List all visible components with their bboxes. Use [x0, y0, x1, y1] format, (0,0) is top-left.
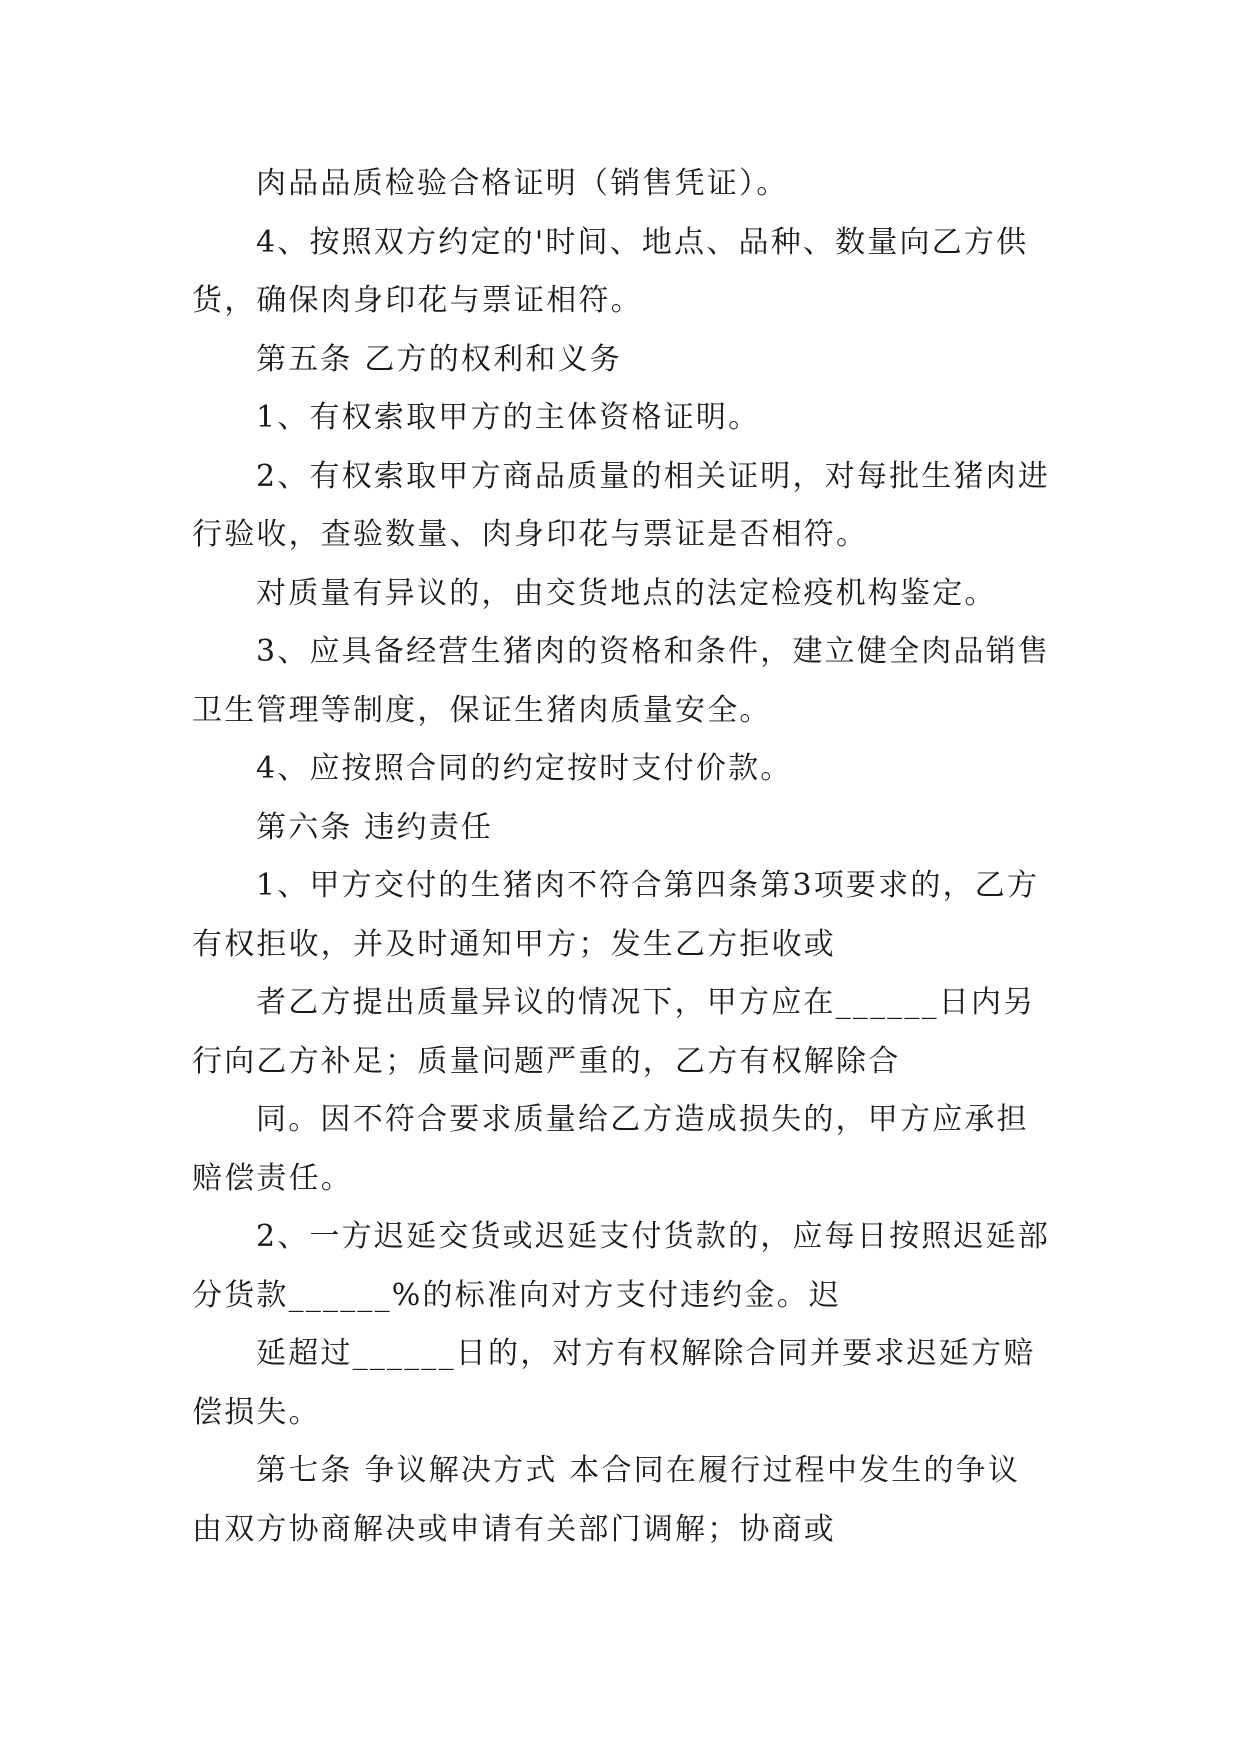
paragraph-breach-2a: 2、一方迟延交货或迟延支付货款的，应每日按照迟延部分货款______%的标准向对方支付违约金。迟 [192, 1219, 1051, 1313]
paragraph-breach-1c: 同。因不符合要求质量给乙方造成损失的，甲方应承担赔偿责任。 [192, 1102, 1029, 1196]
paragraph-breach-2b: 延超过______日的，对方有权解除合同并要求迟延方赔偿损失。 [192, 1336, 1036, 1430]
paragraph-party-b-obligation-3: 3、应具备经营生猪肉的资格和条件，建立健全肉品销售卫生管理等制度，保证生猪肉质量安全。 [192, 634, 1051, 728]
paragraph-party-a-obligation-4: 4、按照双方约定的'时间、地点、品种、数量向乙方供货，确保肉身印花与票证相符。 [192, 224, 1029, 318]
paragraph-party-b-right-2: 2、有权索取甲方商品质量的相关证明，对每批生猪肉进行验收，查验数量、肉身印花与票证是否相符。 [192, 458, 1051, 552]
section-heading-article-5: 第五条 乙方的权利和义务 [256, 341, 622, 377]
section-heading-article-7: 第七条 争议解决方式 本合同在履行过程中发生的争议由双方协商解决或申请有关部门调解；协商或 [192, 1453, 1021, 1547]
paragraph-party-b-obligation-4: 4、应按照合同的约定按时支付价款。 [256, 751, 793, 786]
paragraph-quality-dispute: 对质量有异议的，由交货地点的法定检疫机构鉴定。 [256, 575, 997, 611]
document-body [192, 155, 1052, 1559]
paragraph-certificate: 肉品品质检验合格证明（销售凭证）。 [256, 166, 789, 201]
paragraph-breach-1b: 者乙方提出质量异议的情况下，甲方应在______日内另行向乙方补足；质量问题严重的，乙方有权解除合 [192, 985, 1036, 1079]
paragraph-breach-1a: 1、甲方交付的生猪肉不符合第四条第3项要求的，乙方有权拒收，并及时通知甲方；发生乙方拒收或 [192, 868, 1040, 962]
section-heading-article-6: 第六条 违约责任 [256, 809, 494, 845]
paragraph-party-b-right-1: 1、有权索取甲方的主体资格证明。 [256, 400, 761, 435]
